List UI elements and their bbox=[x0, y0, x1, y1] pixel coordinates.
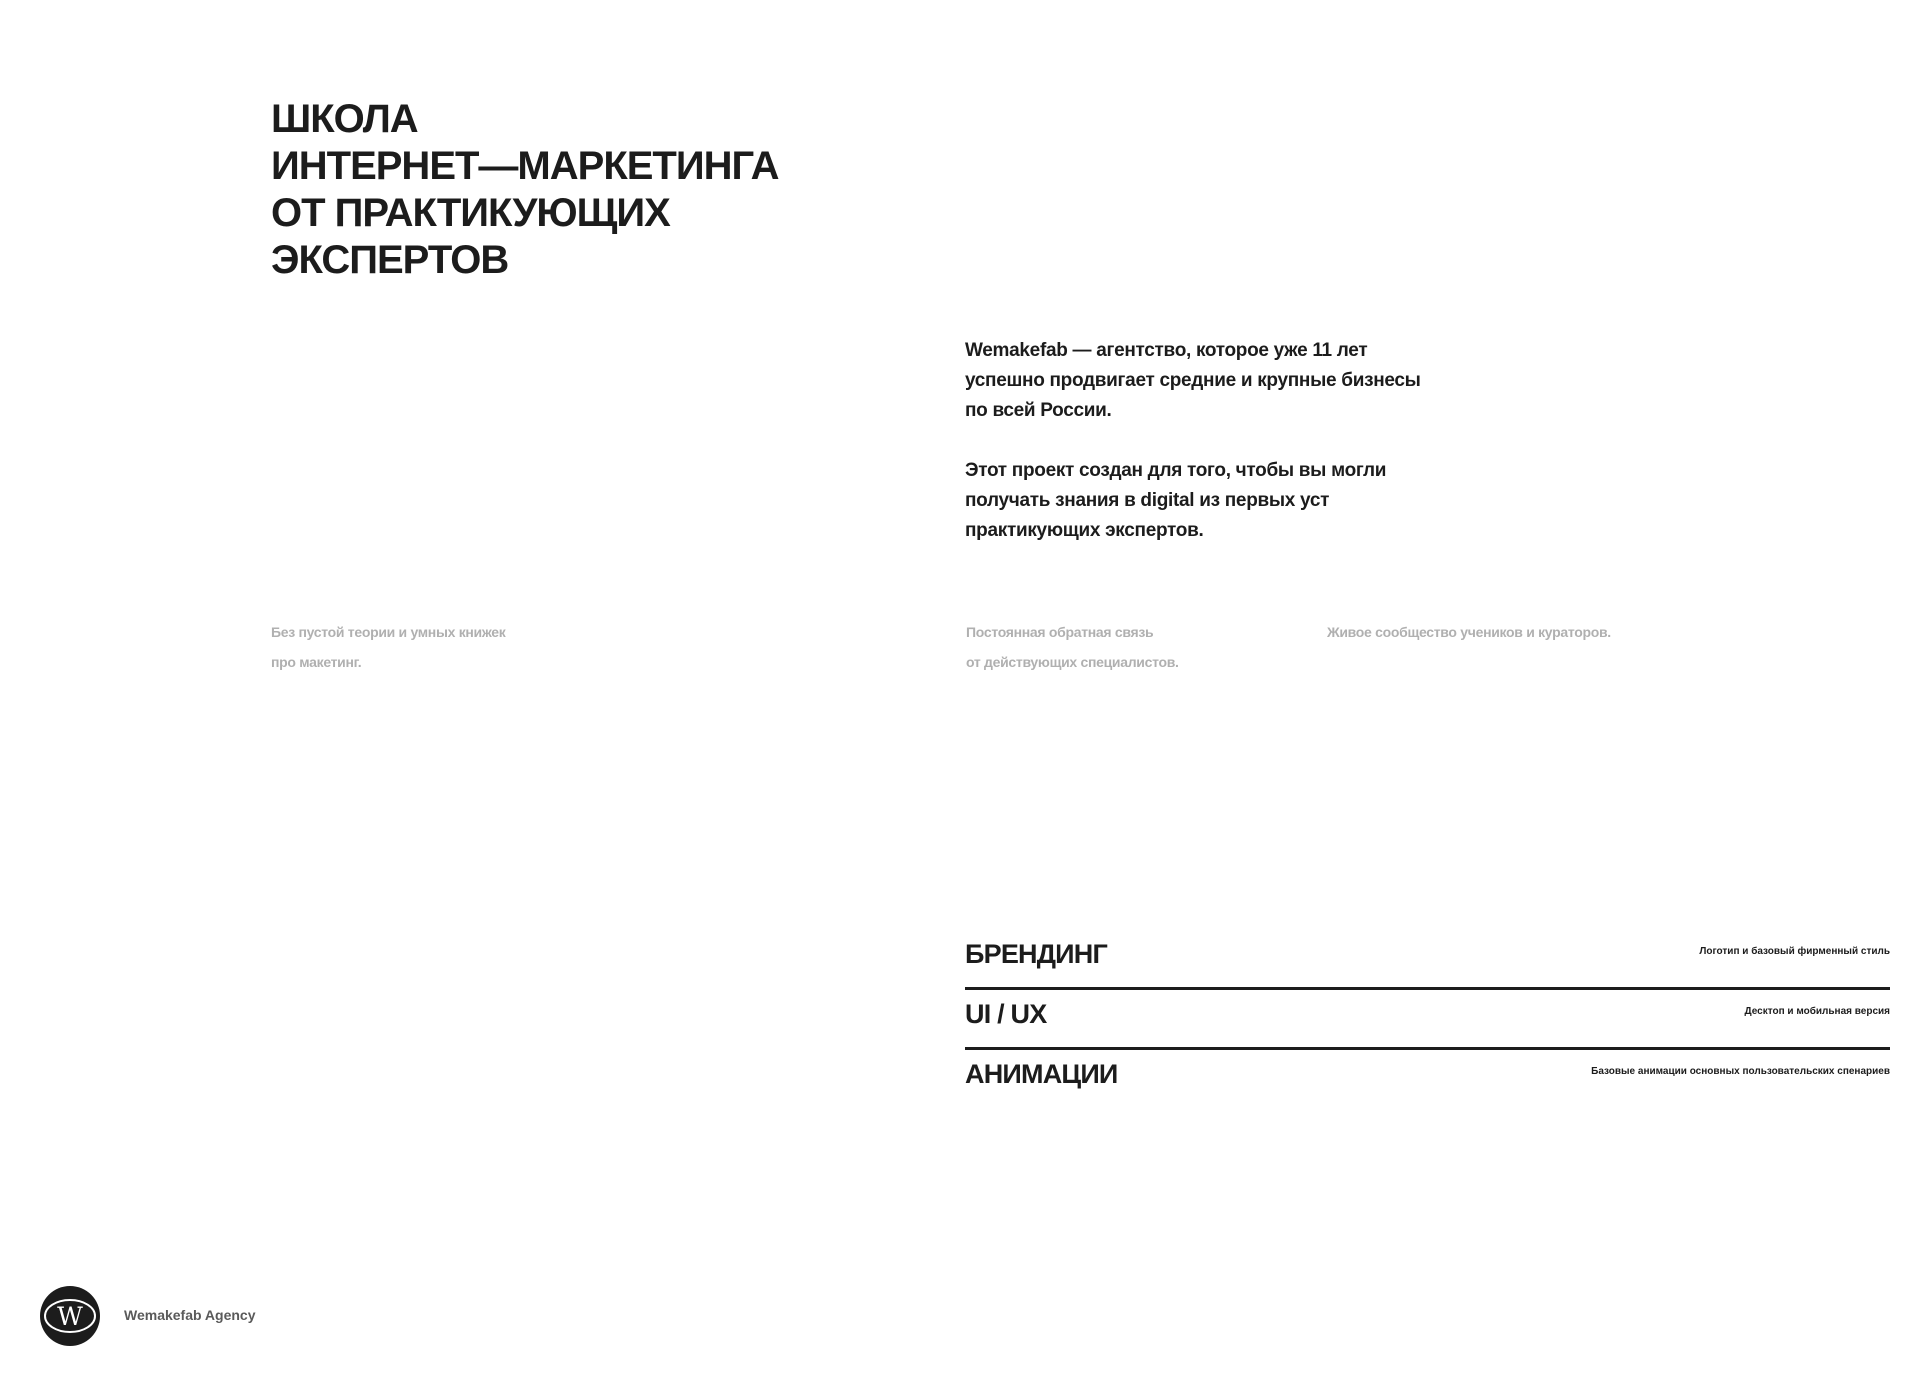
wemakefab-logo-icon[interactable] bbox=[40, 1286, 100, 1346]
service-item-ui-ux[interactable] bbox=[965, 990, 1890, 1050]
intro-line: практикующих экспертов. bbox=[965, 520, 1204, 541]
logo-mark bbox=[40, 1286, 100, 1346]
feature-feedback bbox=[966, 617, 1179, 677]
feature-line: про макетинг. bbox=[271, 654, 362, 670]
service-title: АНИМАЦИИ bbox=[965, 1059, 1118, 1089]
hero-title-line: ОТ ПРАКТИКУЮЩИХ bbox=[271, 191, 670, 235]
intro-text bbox=[965, 336, 1485, 546]
hero-title-line: ШКОЛА bbox=[271, 97, 418, 141]
feature-line: от действующих специалистов. bbox=[966, 654, 1179, 670]
service-item-branding[interactable] bbox=[965, 930, 1890, 990]
feature-community bbox=[1327, 617, 1611, 647]
feature-line: Без пустой теории и умных книжек bbox=[271, 624, 506, 640]
feature-no-theory bbox=[271, 617, 506, 677]
intro-line: Этот проект создан для того, чтобы вы могли bbox=[965, 460, 1387, 481]
intro-paragraph-project bbox=[965, 456, 1485, 546]
service-description: Логотип и базовый фирменный стиль bbox=[1699, 946, 1890, 957]
hero-title-line: ЭКСПЕРТОВ bbox=[271, 238, 509, 282]
intro-paragraph-agency bbox=[965, 336, 1485, 426]
service-description: Базовые анимации основных пользовательских спенариев bbox=[1591, 1066, 1890, 1077]
feature-line: Живое сообщество учеников и кураторов. bbox=[1327, 624, 1611, 640]
intro-line: по всей России. bbox=[965, 400, 1112, 421]
footer-brand-name: Wemakefab Agency bbox=[124, 1307, 256, 1323]
hero-title bbox=[271, 96, 779, 284]
intro-line: Wemakefab — агентство, которое уже 11 лет bbox=[965, 340, 1368, 361]
logo-letter: W bbox=[57, 1302, 83, 1331]
service-item-animations[interactable] bbox=[965, 1050, 1890, 1110]
services-list bbox=[965, 930, 1890, 1110]
intro-line: успешно продвигает средние и крупные бизнесы bbox=[965, 370, 1421, 391]
intro-line: получать знания в digital из первых уст bbox=[965, 490, 1330, 511]
service-description: Десктоп и мобильная версия bbox=[1744, 1006, 1890, 1017]
hero-title-line: ИНТЕРНЕТ—МАРКЕТИНГА bbox=[271, 144, 779, 188]
service-title: UI / UX bbox=[965, 999, 1047, 1029]
service-title: БРЕНДИНГ bbox=[965, 939, 1107, 969]
feature-line: Постоянная обратная связь bbox=[966, 624, 1154, 640]
